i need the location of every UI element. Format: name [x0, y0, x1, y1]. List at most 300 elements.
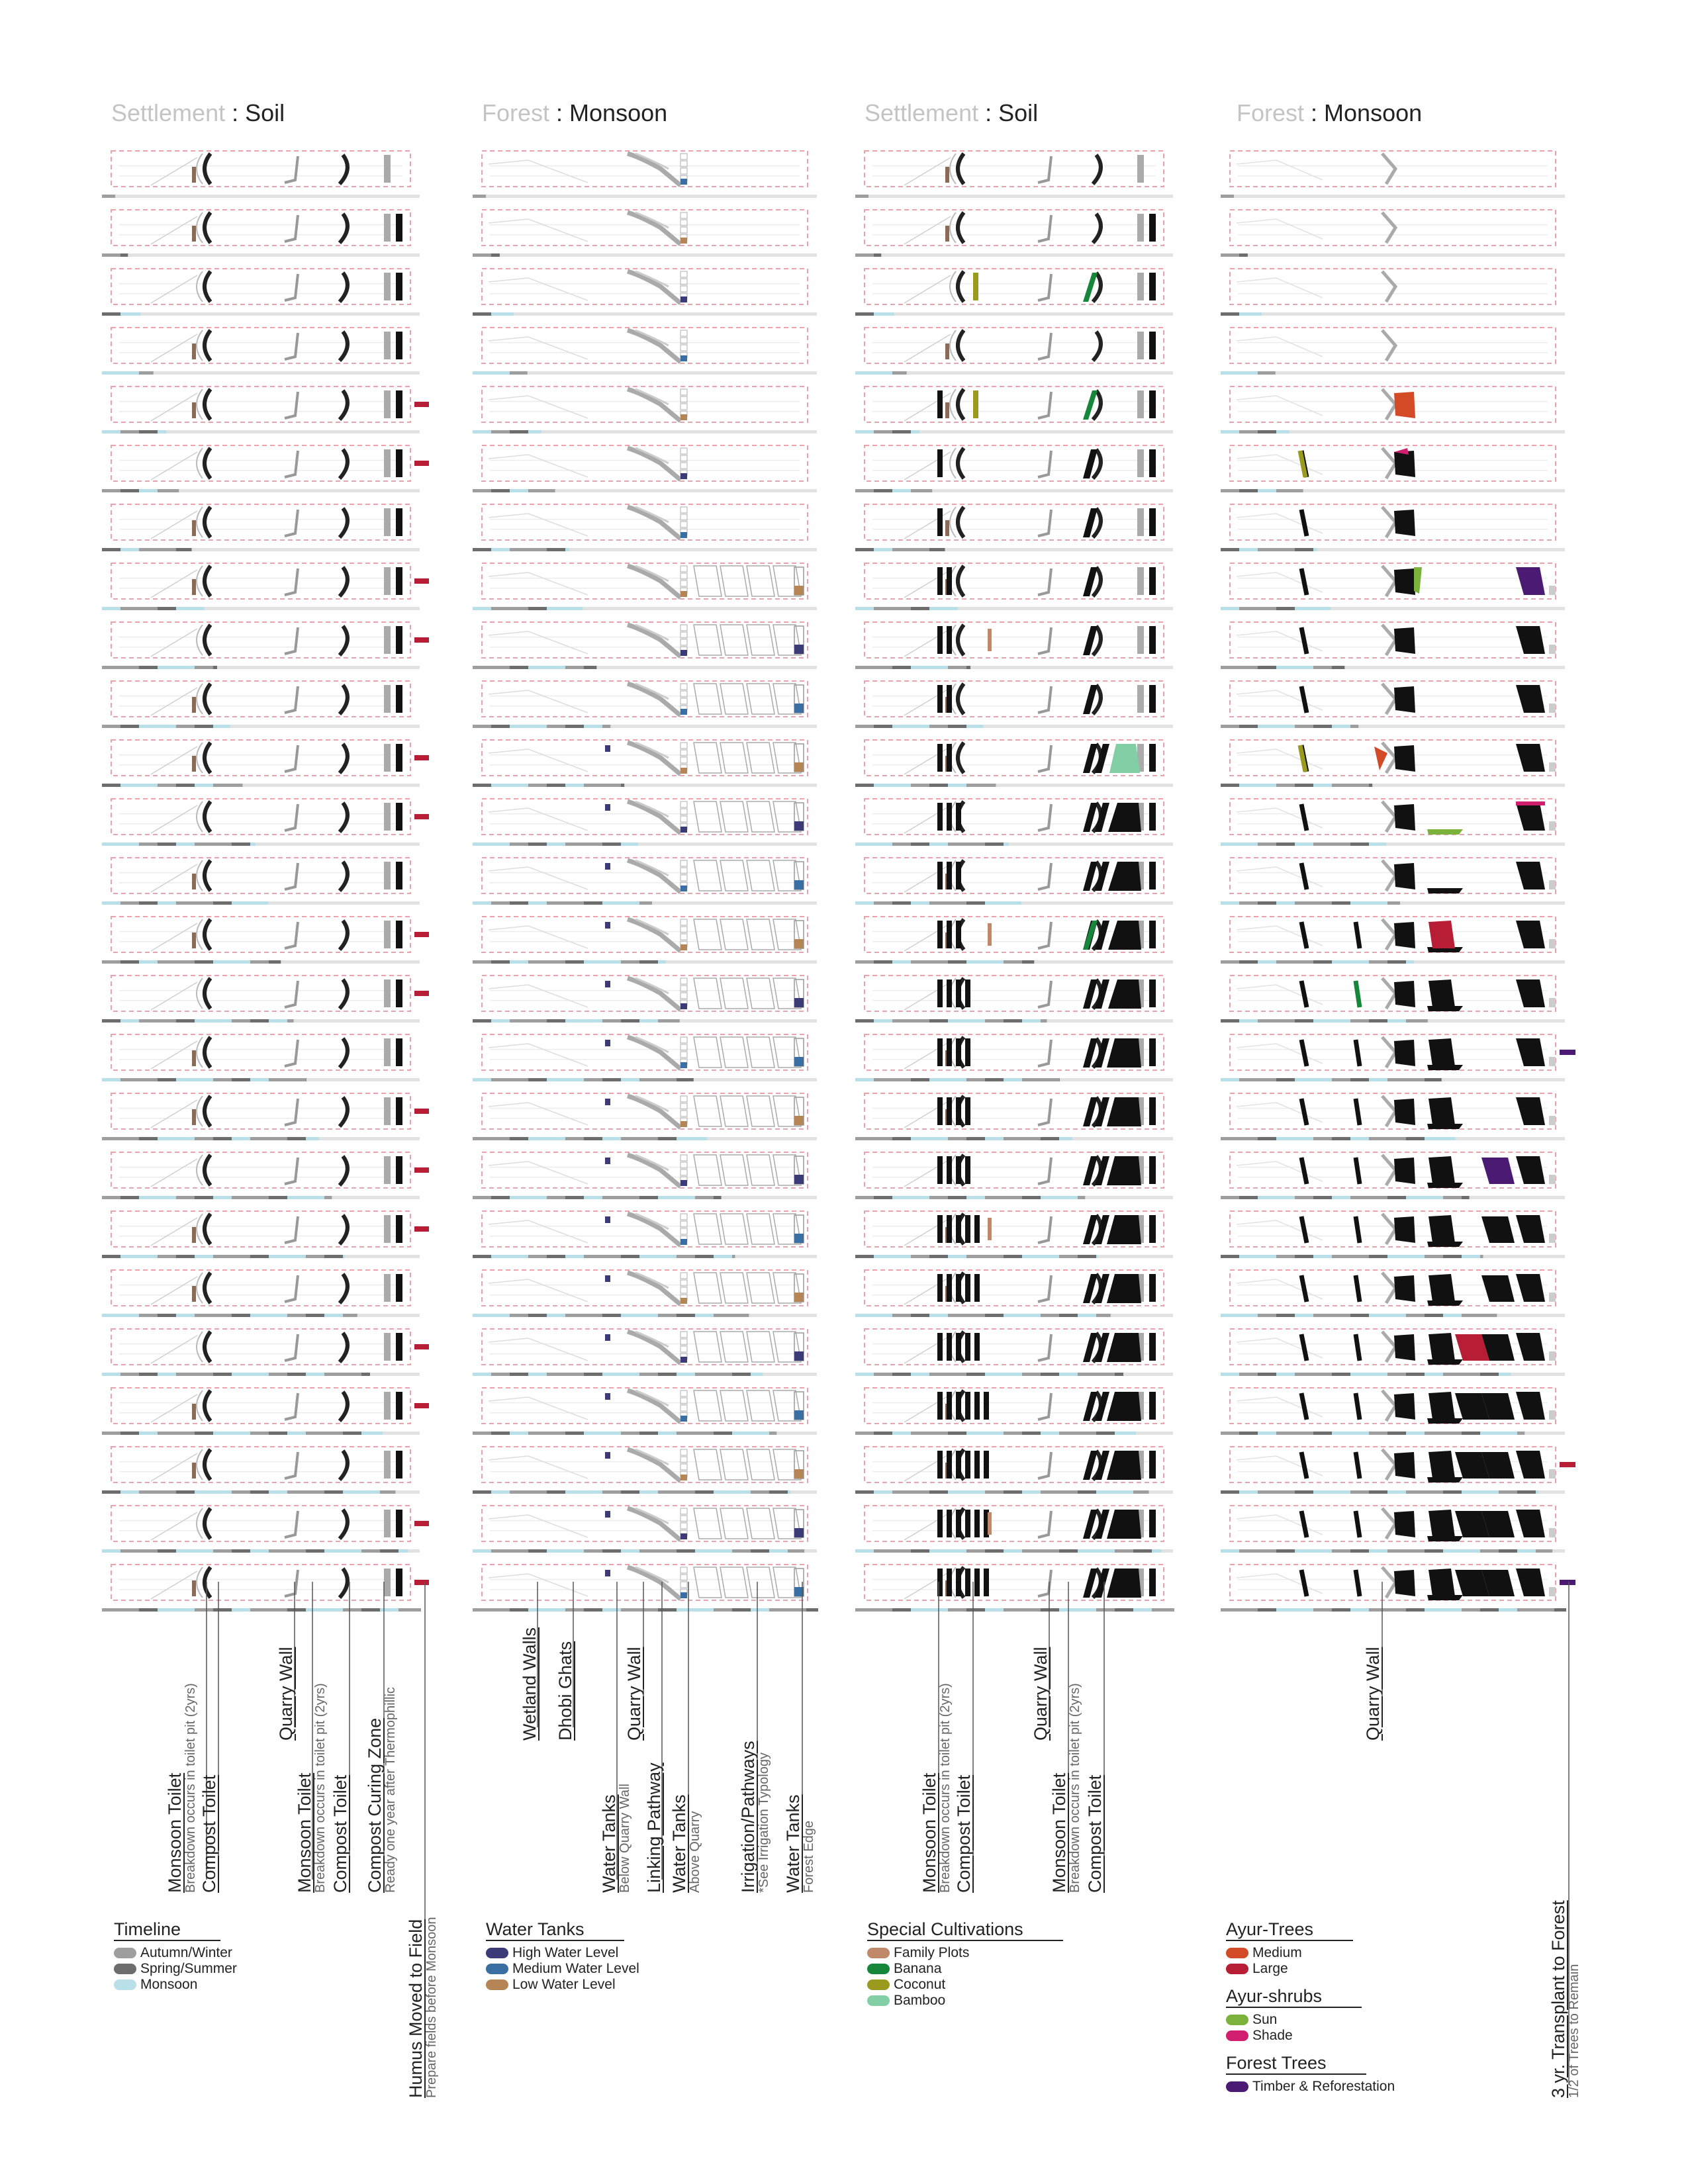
quarry-wall-shape — [285, 745, 298, 772]
legend-label: Spring/Summer — [140, 1961, 237, 1976]
timeline-segment — [855, 371, 874, 375]
legend-special-cultivations — [867, 1919, 1063, 2009]
wetland-line — [489, 1456, 588, 1479]
toilet-pit-arc — [205, 389, 211, 420]
toilet-pit-arc — [205, 860, 211, 891]
timeline-segment — [232, 784, 243, 787]
legend-item — [867, 1977, 1063, 1993]
timeline-segment — [1078, 1490, 1096, 1494]
timeline-segment — [195, 1137, 213, 1140]
irrigation-pathway — [694, 566, 722, 596]
toilet-pit-arc — [340, 1392, 348, 1421]
compost-marker — [192, 226, 196, 242]
timeline-segment — [855, 725, 874, 728]
curing-bar — [396, 449, 402, 477]
timeline-segment — [547, 901, 565, 905]
timeline-segment — [874, 960, 892, 964]
timeline-segment — [491, 371, 510, 375]
timeline-segment — [1554, 1608, 1566, 1612]
tank-cell — [680, 522, 687, 527]
timeline-segment — [213, 1019, 232, 1023]
timeline-segment — [510, 312, 514, 316]
timeline-segment — [139, 666, 158, 669]
timeline-segment — [195, 1490, 213, 1494]
label-main: Compost Toilet — [954, 1774, 974, 1893]
forest-path — [1237, 1397, 1323, 1417]
forest-tree-stem — [1356, 1040, 1360, 1066]
ayur-tree-medium — [1394, 451, 1415, 477]
timeline-segment — [929, 725, 948, 728]
timeline-segment — [473, 1490, 491, 1494]
tank-level — [680, 1533, 687, 1539]
timeline-segment — [621, 960, 639, 964]
timeline-segment — [1041, 1373, 1059, 1376]
tank-level — [680, 1298, 687, 1304]
legend-swatch — [486, 1979, 508, 1990]
cultivation-bar — [947, 803, 952, 831]
label-main: Wetland Walls — [520, 1627, 539, 1741]
tank-cell — [680, 580, 687, 586]
path-line — [151, 864, 197, 892]
forest-tree-timber — [1481, 1158, 1515, 1184]
curing-bar — [384, 1392, 391, 1420]
wetland-line — [489, 985, 588, 1007]
timeline-segment — [1276, 1608, 1295, 1612]
row-frame — [111, 151, 410, 187]
timeline-segment — [195, 1549, 213, 1553]
compost-marker — [192, 1404, 196, 1420]
timeline-segment — [213, 1490, 232, 1494]
lower-tank-level — [605, 922, 610, 929]
path-line — [904, 864, 951, 892]
quarry-wall-shape — [628, 212, 680, 244]
timeline-segment — [639, 1019, 658, 1023]
ayur-tree-large — [1429, 1392, 1455, 1420]
timeline-segment — [250, 842, 256, 846]
timeline-segment — [1350, 1137, 1369, 1140]
toilet-pit-outline — [950, 448, 956, 478]
timeline-segment — [269, 1078, 287, 1081]
timeline-segment — [855, 548, 874, 551]
timeline-segment — [1443, 1373, 1462, 1376]
column-title-prefix: Forest — [482, 99, 550, 126]
forest-path — [1237, 690, 1323, 710]
tank-level — [680, 473, 687, 479]
timeline-segment — [1221, 430, 1239, 433]
timeline-segment — [1313, 548, 1317, 551]
curing-bar — [1149, 1215, 1156, 1243]
timeline-segment — [1425, 1078, 1442, 1081]
timeline-segment — [1295, 1608, 1313, 1612]
timeline-segment — [102, 784, 120, 787]
timeline-segment — [176, 784, 195, 787]
timeline-segment — [102, 1432, 120, 1435]
timeline-segment — [102, 1314, 120, 1317]
timeline-segment — [195, 842, 213, 846]
tank-level — [680, 1180, 687, 1186]
toilet-pit-arc — [340, 1097, 348, 1126]
timeline-segment — [1517, 1608, 1536, 1612]
irrigation-pathway — [694, 860, 722, 891]
curing-bar — [384, 1156, 391, 1184]
wetland-line — [489, 396, 588, 418]
curing-bar — [1149, 449, 1156, 477]
timeline-segment — [1443, 1608, 1462, 1612]
timeline-segment — [528, 489, 547, 492]
timeline-segment — [966, 725, 983, 728]
tank-level — [680, 591, 687, 597]
column-title-sep: : — [549, 99, 570, 126]
row-frame — [111, 269, 410, 304]
irrigation-pathway — [694, 1214, 722, 1244]
timeline-segment — [732, 1490, 751, 1494]
timeline-segment — [677, 1019, 680, 1023]
timeline-segment — [1258, 842, 1276, 846]
timeline-segment — [892, 1432, 911, 1435]
irrigation-pathway — [747, 1037, 774, 1068]
timeline-segment — [1041, 1314, 1059, 1317]
legend-swatch — [1226, 2015, 1248, 2025]
timeline-segment — [287, 1255, 306, 1258]
toilet-pit-arc — [205, 566, 211, 596]
timeline-segment — [176, 842, 195, 846]
timeline-segment — [1480, 1432, 1499, 1435]
timeline-segment — [528, 1490, 547, 1494]
curing-bar — [1137, 508, 1144, 536]
legend-label: Large — [1252, 1961, 1288, 1976]
row-frame — [482, 1211, 808, 1247]
curing-bar — [1137, 685, 1144, 713]
forest-edge-level — [794, 704, 804, 713]
timeline-segment — [892, 1196, 911, 1199]
timeline-segment — [547, 607, 565, 610]
timeline-segment — [1350, 784, 1369, 787]
cultivation-bar — [965, 1097, 970, 1125]
tank-cell — [680, 389, 687, 395]
timeline-segment — [1350, 1608, 1369, 1612]
forest-tree-stem — [1301, 1216, 1307, 1243]
timeline-segment — [966, 1255, 985, 1258]
toilet-pit-outline — [197, 1332, 203, 1362]
wetland-line — [489, 1515, 588, 1537]
toilet-pit-outline — [950, 271, 956, 302]
tank-cell — [680, 743, 687, 749]
column-title-name: Monsoon — [1324, 99, 1423, 126]
path-line — [904, 1277, 951, 1304]
timeline-segment — [1499, 1490, 1517, 1494]
timeline-segment — [158, 960, 176, 964]
timeline-segment — [158, 1019, 176, 1023]
timeline-segment — [528, 1078, 547, 1081]
timeline-segment — [213, 842, 232, 846]
timeline-segment — [584, 960, 602, 964]
curing-bar — [396, 1392, 402, 1420]
timeline-segment — [139, 548, 158, 551]
timeline-segment — [361, 1490, 380, 1494]
timeline-segment — [528, 1196, 547, 1199]
quarry-wall-shape — [1382, 1273, 1395, 1303]
toilet-pit-arc — [205, 801, 211, 832]
curing-bar — [1137, 273, 1144, 300]
timeline-segment — [1258, 1137, 1276, 1140]
timeline-segment — [929, 1078, 948, 1081]
tank-cell — [680, 816, 687, 822]
timeline-segment — [399, 1608, 417, 1612]
timeline-segment — [1350, 1549, 1369, 1553]
timeline-segment — [855, 1549, 874, 1553]
quarry-wall-shape — [285, 804, 298, 831]
label-main: Monsoon Toilet — [1049, 1772, 1069, 1893]
forest-tree-timber — [1516, 685, 1545, 713]
timeline-segment — [287, 1490, 306, 1494]
row-frame — [865, 328, 1164, 363]
toilet-pit-arc — [958, 212, 964, 243]
quarry-wall-shape — [628, 1214, 680, 1246]
wetland-line — [489, 926, 588, 948]
legend-swatch — [114, 1964, 136, 1974]
timeline-segment — [1313, 666, 1332, 669]
forest-path — [1237, 1338, 1323, 1358]
timeline-segment — [1258, 489, 1276, 492]
timeline-segment — [1313, 1137, 1332, 1140]
quarry-wall-shape — [1382, 448, 1395, 478]
timeline-segment — [213, 1432, 232, 1435]
quarry-wall-shape — [628, 1508, 680, 1540]
coconut-plot — [973, 273, 978, 300]
timeline-segment — [1425, 1137, 1443, 1140]
row-frame — [111, 799, 410, 835]
forest-tree-timber — [1516, 1569, 1545, 1596]
toilet-pit-arc — [340, 1510, 348, 1539]
timeline-segment — [250, 1314, 269, 1317]
label-monsoon-toilet-3 — [920, 1683, 953, 1893]
forest-edge-block — [1549, 880, 1556, 889]
path-line — [151, 1512, 197, 1540]
timeline-segment — [139, 1549, 158, 1553]
row-frame — [482, 1388, 808, 1424]
cultivation-bar — [984, 1451, 989, 1479]
row-frame — [111, 976, 410, 1011]
timeline-segment — [1536, 1490, 1538, 1494]
timeline-segment — [1332, 1078, 1350, 1081]
timeline-segment — [158, 1078, 176, 1081]
timeline-segment — [929, 1314, 948, 1317]
timeline-segment — [1276, 666, 1295, 669]
timeline-segment — [602, 1314, 621, 1317]
timeline-segment — [677, 1137, 695, 1140]
quarry-wall-shape — [1382, 507, 1395, 537]
timeline-segment — [1295, 1490, 1313, 1494]
irrigation-pathway — [747, 566, 774, 596]
timeline-segment — [528, 607, 547, 610]
forest-edge-block — [1549, 1587, 1556, 1596]
timeline-segment — [1239, 312, 1258, 316]
timeline-segment — [584, 725, 602, 728]
timeline-segment — [911, 1078, 929, 1081]
timeline-segment — [565, 725, 584, 728]
quarry-wall-shape — [1038, 333, 1051, 359]
legend-swatch — [486, 1948, 508, 1958]
timeline-segment — [621, 1078, 639, 1081]
timeline-segment — [1004, 1137, 1022, 1140]
legend-item — [1226, 2028, 1395, 2044]
forest-tree-stem — [1356, 1216, 1360, 1243]
label-quarry-wall-1 — [277, 1647, 295, 1741]
timeline-segment — [911, 725, 929, 728]
timeline-segment — [911, 1432, 929, 1435]
row-frame — [111, 1093, 410, 1129]
timeline-track — [102, 195, 420, 198]
timeline-segment — [120, 901, 139, 905]
timeline-segment — [491, 1432, 510, 1435]
ayur-tree-medium — [1394, 510, 1415, 536]
row-frame — [111, 858, 410, 893]
path-line — [151, 1453, 197, 1481]
ayur-tree-medium — [1374, 747, 1387, 770]
timeline-segment — [380, 1549, 399, 1553]
timeline-segment — [1406, 1608, 1425, 1612]
label-main: Quarry Wall — [1363, 1647, 1383, 1741]
timeline-segment — [1369, 784, 1372, 787]
cultivation-bar — [947, 1392, 952, 1420]
row-frame — [1230, 740, 1556, 776]
timeline-segment — [1387, 1019, 1406, 1023]
timeline-segment — [602, 901, 621, 905]
forest-tree-timber — [1516, 567, 1545, 595]
timeline-segment — [1221, 195, 1234, 198]
column-title-prefix: Settlement — [865, 99, 979, 126]
timeline-segment — [929, 842, 948, 846]
irrigation-pathway — [720, 1390, 748, 1421]
timeline-segment — [1276, 1314, 1295, 1317]
timeline-segment — [966, 1196, 985, 1199]
timeline-segment — [250, 1490, 269, 1494]
timeline-segment — [269, 1314, 287, 1317]
forest-tree-stem — [1301, 569, 1307, 595]
timeline-segment — [1239, 489, 1258, 492]
row-frame — [111, 445, 410, 481]
timeline-segment — [911, 548, 929, 551]
timeline-segment — [232, 1549, 250, 1553]
humus-marker — [414, 637, 429, 643]
cultivation-bar — [937, 508, 943, 536]
timeline-segment — [565, 1314, 584, 1317]
wetland-line — [489, 1103, 588, 1125]
timeline-segment — [120, 1549, 139, 1553]
timeline-segment — [473, 1373, 491, 1376]
curing-bar — [396, 626, 402, 654]
label-monsoon-toilet-2 — [295, 1683, 328, 1893]
timeline-segment — [1369, 1314, 1387, 1317]
timeline-segment — [1369, 1549, 1387, 1553]
timeline-segment — [213, 784, 232, 787]
forest-tree-stem — [1301, 1040, 1307, 1066]
path-line — [904, 158, 951, 185]
timeline-segment — [1332, 1490, 1350, 1494]
label-main: Irrigation/Pathways — [738, 1741, 758, 1893]
humus-marker — [414, 1580, 429, 1585]
quarry-wall-shape — [285, 686, 298, 713]
timeline-segment — [102, 607, 120, 610]
toilet-pit-arc — [340, 803, 348, 832]
timeline-segment — [1059, 1314, 1078, 1317]
timeline-segment — [547, 960, 565, 964]
quarry-wall-shape — [628, 743, 680, 774]
timeline-segment — [491, 1490, 510, 1494]
label-sub: Forest Edge — [802, 1821, 817, 1893]
timeline-segment — [1041, 1255, 1059, 1258]
timeline-segment — [1369, 901, 1387, 905]
legend-label: Monsoon — [140, 1977, 198, 1992]
timeline-segment — [1239, 1137, 1258, 1140]
toilet-pit-arc — [958, 271, 964, 302]
timeline-segment — [1022, 1137, 1041, 1140]
timeline-segment — [510, 901, 528, 905]
forest-edge-block — [1549, 939, 1556, 948]
tank-level — [680, 1239, 687, 1245]
timeline-segment — [1369, 1078, 1387, 1081]
timeline-segment — [1258, 1196, 1276, 1199]
cultivation-bar — [974, 1392, 980, 1420]
timeline-segment — [602, 1549, 621, 1553]
timeline-segment — [1170, 1608, 1174, 1612]
transplant-marker — [1560, 1050, 1575, 1055]
timeline-segment — [1221, 1019, 1239, 1023]
quarry-wall-shape — [628, 684, 680, 715]
quarry-wall-shape — [285, 1099, 298, 1125]
timeline-segment — [911, 901, 929, 905]
toilet-pit-arc — [205, 330, 211, 361]
curing-bar — [1149, 214, 1156, 242]
timeline-segment — [473, 548, 491, 551]
wetland-line — [489, 1279, 588, 1302]
timeline-segment — [695, 1549, 714, 1553]
timeline-segment — [139, 725, 158, 728]
cultivation-bar — [937, 1451, 943, 1479]
timeline-segment — [139, 1432, 158, 1435]
timeline-segment — [985, 1373, 1004, 1376]
timeline-segment — [139, 1490, 158, 1494]
timeline-segment — [1258, 1314, 1276, 1317]
timeline-segment — [269, 1490, 287, 1494]
toilet-pit-arc — [205, 1155, 211, 1185]
compost-marker — [192, 1050, 196, 1066]
timeline-segment — [1059, 1078, 1060, 1081]
ayur-tree-medium — [1394, 1040, 1415, 1066]
tank-cell — [680, 1037, 687, 1043]
timeline-segment — [176, 1314, 195, 1317]
quarry-wall-shape — [285, 1570, 298, 1596]
cultivation-bar — [956, 979, 961, 1007]
row-frame — [111, 681, 410, 717]
timeline-segment — [102, 1373, 120, 1376]
timeline-segment — [176, 1078, 195, 1081]
timeline-segment — [102, 666, 120, 669]
timeline-segment — [1004, 1196, 1022, 1199]
quarry-wall-shape — [1038, 745, 1051, 772]
toilet-pit-arc — [1093, 155, 1101, 184]
cultivation-bar — [974, 1510, 980, 1537]
timeline-segment — [195, 607, 205, 610]
timeline-segment — [1258, 312, 1262, 316]
timeline-segment — [1239, 960, 1258, 964]
forest-tree-timber — [1516, 744, 1545, 772]
timeline-segment — [510, 1255, 528, 1258]
bamboo-grove — [1108, 1510, 1141, 1539]
tank-level — [680, 1416, 687, 1422]
timeline-segment — [1406, 1490, 1425, 1494]
row-frame — [482, 151, 808, 187]
